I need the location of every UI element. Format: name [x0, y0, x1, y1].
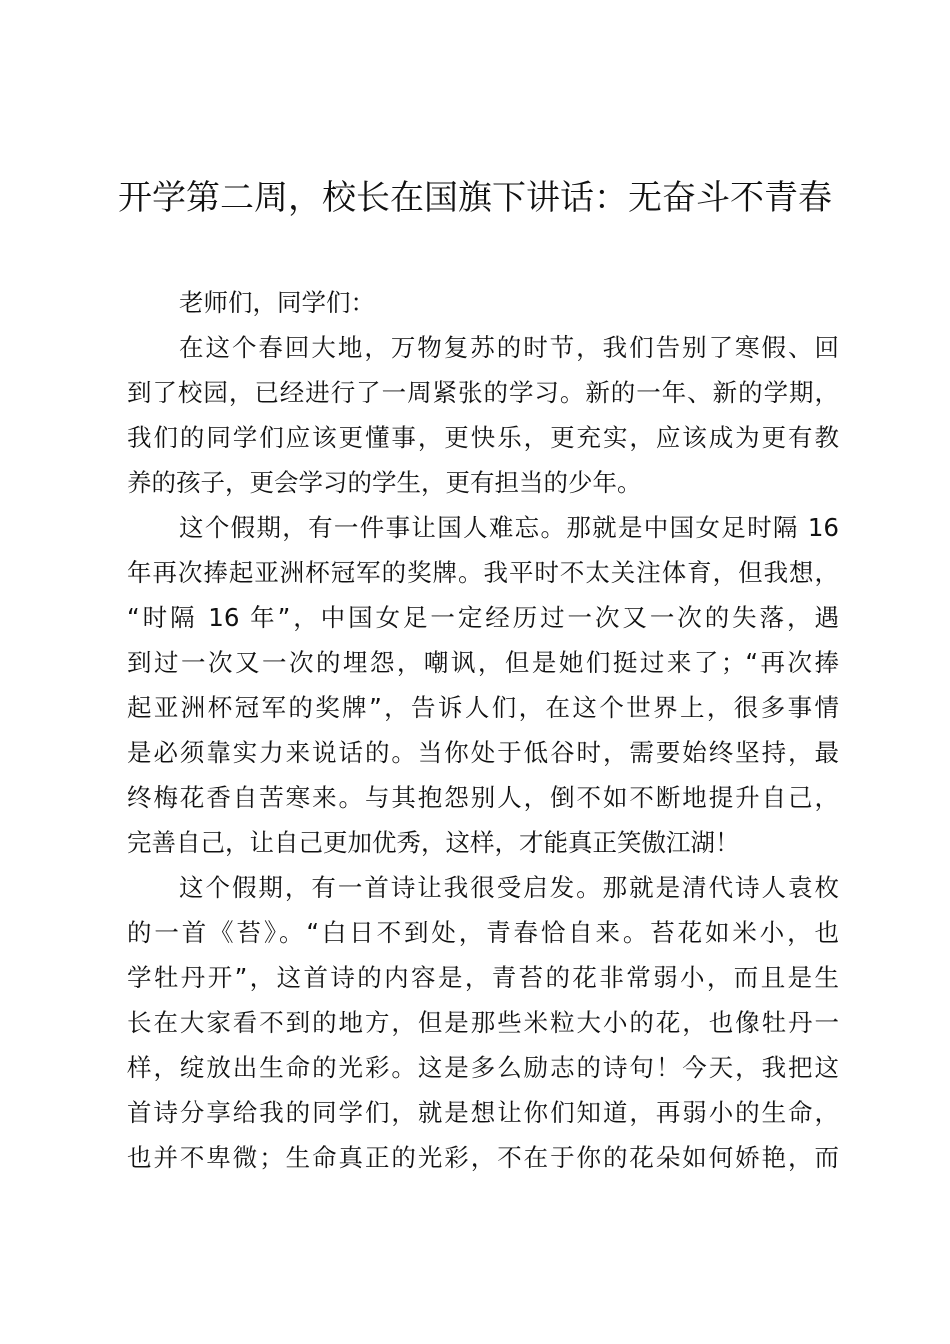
document-body [127, 280, 839, 1180]
text-line: 我们的同学们应该更懂事，更快乐，更充实，应该成为更有教 [127, 423, 839, 452]
text-line: 在这个春回大地，万物复苏的时节，我们告别了寒假、回 [179, 333, 839, 362]
text-line: “时隔 16 年”，中国女足一定经历过一次又一次的失落，遇 [127, 603, 839, 632]
text-line: 长在大家看不到的地方，但是那些米粒大小的花，也像牡丹一 [127, 1008, 839, 1037]
document-title: 开学第二周，校长在国旗下讲话：无奋斗不青春 [118, 178, 832, 218]
text-line: 样，绽放出生命的光彩。这是多么励志的诗句！今天，我把这 [127, 1053, 839, 1082]
text-line: 年再次捧起亚洲杯冠军的奖牌。我平时不太关注体育，但我想， [127, 558, 839, 587]
text-line: 的一首《苔》。“白日不到处，青春恰自来。苔花如米小，也 [127, 918, 839, 947]
text-line: 养的孩子，更会学习的学生，更有担当的少年。 [127, 468, 642, 497]
text-line: 到过一次又一次的埋怨，嘲讽，但是她们挺过来了；“再次捧 [127, 648, 839, 677]
text-line: 完善自己，让自己更加优秀，这样，才能真正笑傲江湖！ [127, 828, 740, 857]
text-line: 也并不卑微；生命真正的光彩，不在于你的花朵如何娇艳，而 [127, 1143, 839, 1172]
text-line: 学牡丹开”，这首诗的内容是，青苔的花非常弱小，而且是生 [127, 963, 839, 992]
text-line: 老师们，同学们： [179, 288, 375, 317]
text-line: 首诗分享给我的同学们，就是想让你们知道，再弱小的生命， [127, 1098, 839, 1127]
text-line: 这个假期，有一件事让国人难忘。那就是中国女足时隔 16 [179, 513, 839, 542]
text-line: 这个假期，有一首诗让我很受启发。那就是清代诗人袁枚 [179, 873, 839, 902]
text-line: 起亚洲杯冠军的奖牌”，告诉人们，在这个世界上，很多事情 [127, 693, 839, 722]
text-line: 到了校园，已经进行了一周紧张的学习。新的一年、新的学期， [127, 378, 839, 407]
text-line: 是必须靠实力来说话的。当你处于低谷时，需要始终坚持，最 [127, 738, 839, 767]
text-line: 终梅花香自苦寒来。与其抱怨别人，倒不如不断地提升自己， [127, 783, 839, 812]
